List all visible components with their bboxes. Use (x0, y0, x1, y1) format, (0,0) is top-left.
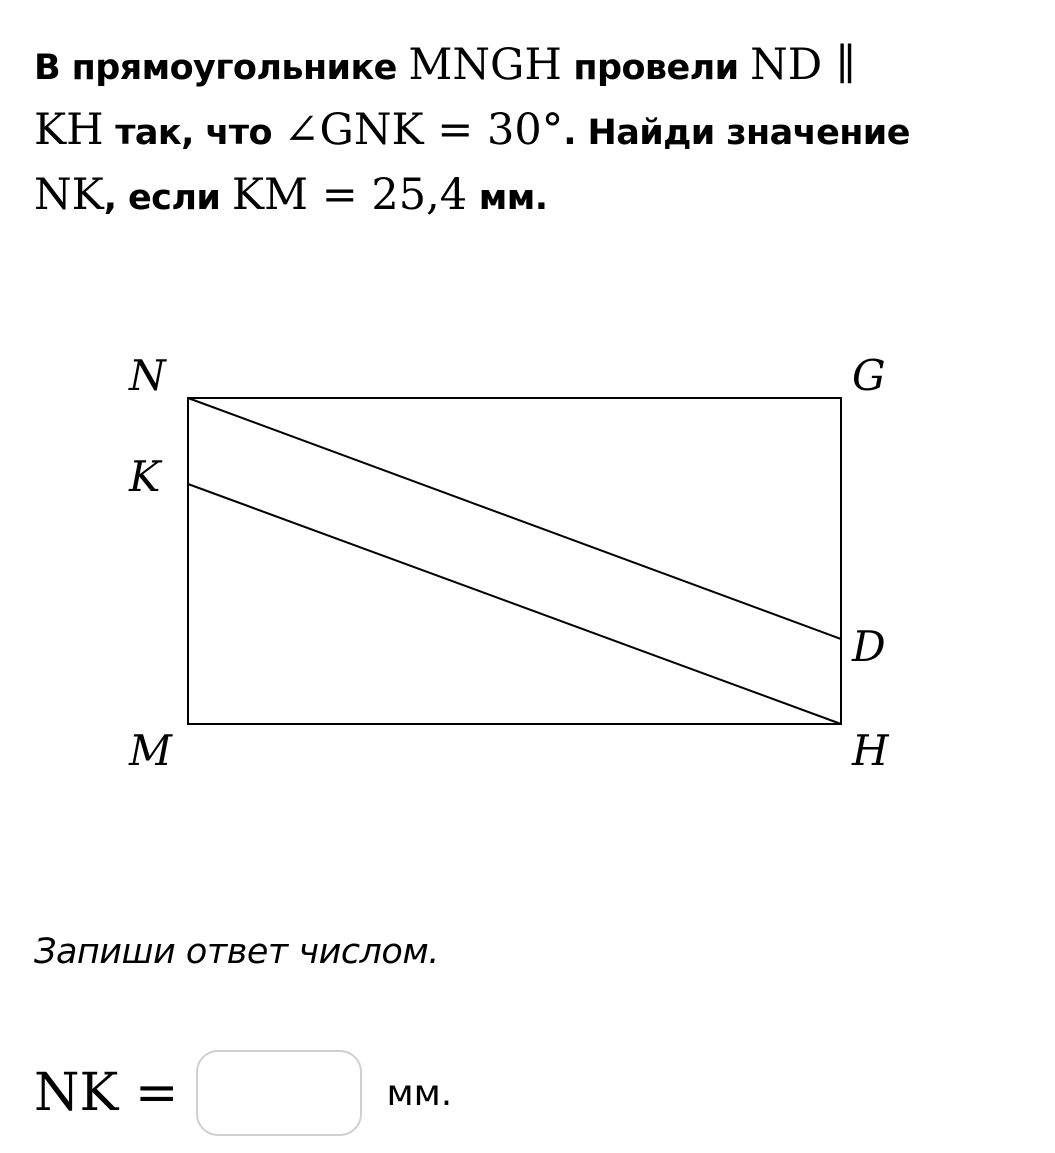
answer-unit: мм. (386, 1072, 453, 1114)
problem-text-6: мм. (467, 178, 548, 218)
point-label-n: N (129, 351, 166, 400)
answer-input[interactable] (196, 1050, 362, 1136)
rectangle-mngh (188, 398, 841, 724)
problem-text-5: , если (103, 178, 232, 218)
point-label-d: D (852, 622, 886, 671)
instruction-text: Запиши ответ числом. (34, 932, 439, 972)
math-segment-nk: NK (34, 170, 104, 220)
math-rectangle-name: MNGH (408, 40, 562, 90)
problem-text-1: В прямоугольнике (34, 48, 409, 88)
answer-row (34, 1050, 452, 1136)
problem-text-2: провели (561, 48, 751, 88)
problem-text-4: . Найди значение (563, 113, 910, 153)
geometry-figure (0, 340, 1055, 780)
geometry-svg (0, 340, 1055, 780)
problem-text-3: так, что (103, 113, 284, 153)
math-angle: ∠GNK = 30° (283, 105, 564, 155)
problem-statement (34, 34, 1024, 229)
segment-nd (188, 398, 841, 639)
math-segment-kh: KH (34, 105, 104, 155)
math-parallel-segment: ND ∥ (750, 40, 856, 90)
point-label-k: K (129, 452, 161, 501)
point-label-m: M (129, 726, 173, 775)
math-km-value: KM = 25,4 (231, 170, 468, 220)
segment-kh (188, 484, 841, 724)
answer-label: NK = (34, 1063, 179, 1123)
point-label-g: G (852, 351, 886, 400)
point-label-h: H (852, 726, 889, 775)
